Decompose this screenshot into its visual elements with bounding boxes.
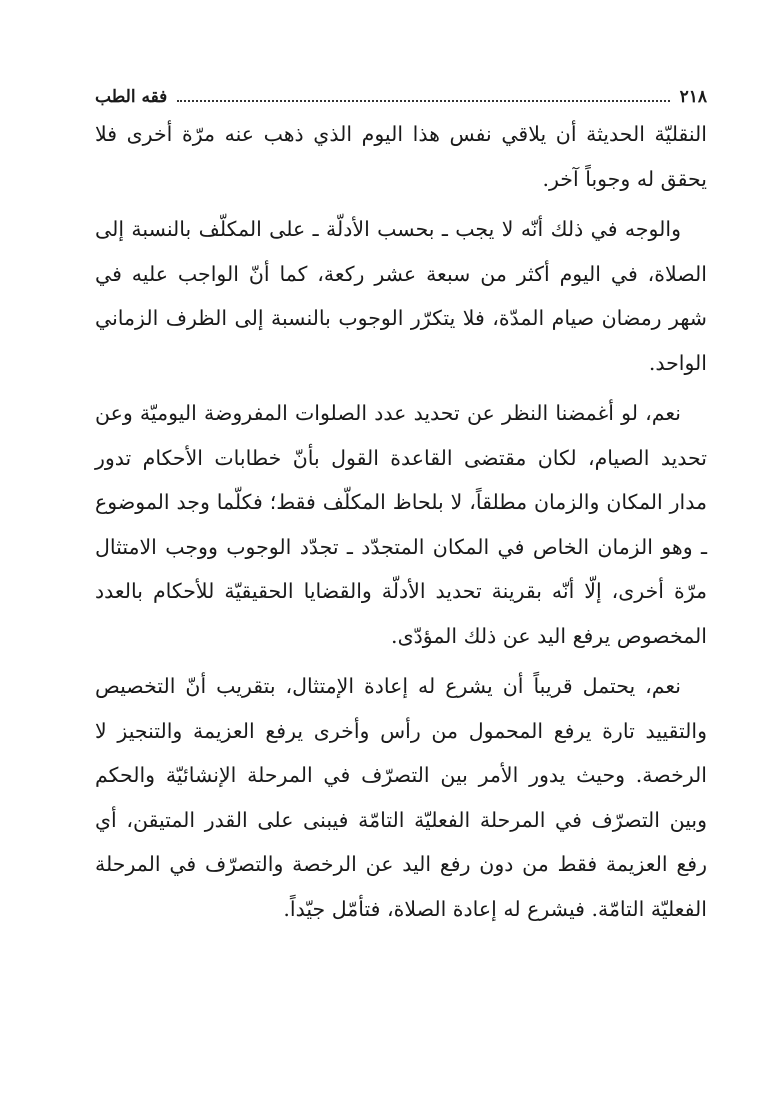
paragraph: نعم، لو أغمضنا النظر عن تحديد عدد الصلوات المفروضة اليوميّة وعن تحديد الصيام، لكان مقتضى القاعدة القول بأنّ خطابات الأحكام تدور مدار المكان والزمان مطلقاً، لا بلحاظ المكلّف فقط؛ فكلّما وجد الموضوع ـ وهو الزمان الخاص في المكان المتجدّد ـ تجدّد الوجوب ووجب الامتثال مرّة أخرى، إلّا أنّه بقرينة تحديد الأدلّة والقضايا الحقيقيّة للأحكام بالعدد المخصوص يرفع اليد عن ذلك المؤدّى. — [95, 401, 707, 648]
page-body — [95, 112, 707, 931]
running-title: فقه الطب — [95, 87, 168, 107]
page-number: ٢١٨ — [679, 87, 707, 107]
paragraph-continued: النقليّة الحديثة أن يلاقي نفس هذا اليوم الذي ذهب عنه مرّة أخرى فلا يحقق له وجوباً آخر. — [95, 122, 707, 191]
header-dot-leader — [177, 100, 669, 102]
page-header — [95, 78, 707, 106]
paragraph: نعم، يحتمل قريباً أن يشرع له إعادة الإمتثال، بتقريب أنّ التخصيص والتقييد تارة يرفع المحمول من رأس وأخرى يرفع العزيمة والتنجيز لا الرخصة. وحيث يدور الأمر بين التصرّف في المرحلة الإنشائيّة والحكم وبين التصرّف في المرحلة الفعليّة التامّة فيبنى على القدر المتيقن، أي رفع العزيمة فقط من دون رفع اليد عن الرخصة والتصرّف في المرحلة الفعليّة التامّة. فيشرع له إعادة الصلاة، فتأمّل جيّداً. — [95, 674, 707, 921]
book-page — [95, 78, 707, 937]
paragraph: والوجه في ذلك أنّه لا يجب ـ بحسب الأدلّة ـ على المكلّف بالنسبة إلى الصلاة، في اليوم أكثر من سبعة عشر ركعة، كما أنّ الواجب عليه في شهر رمضان صيام المدّة، فلا يتكرّر الوجوب بالنسبة إلى الظرف الزماني الواحد. — [95, 217, 707, 375]
